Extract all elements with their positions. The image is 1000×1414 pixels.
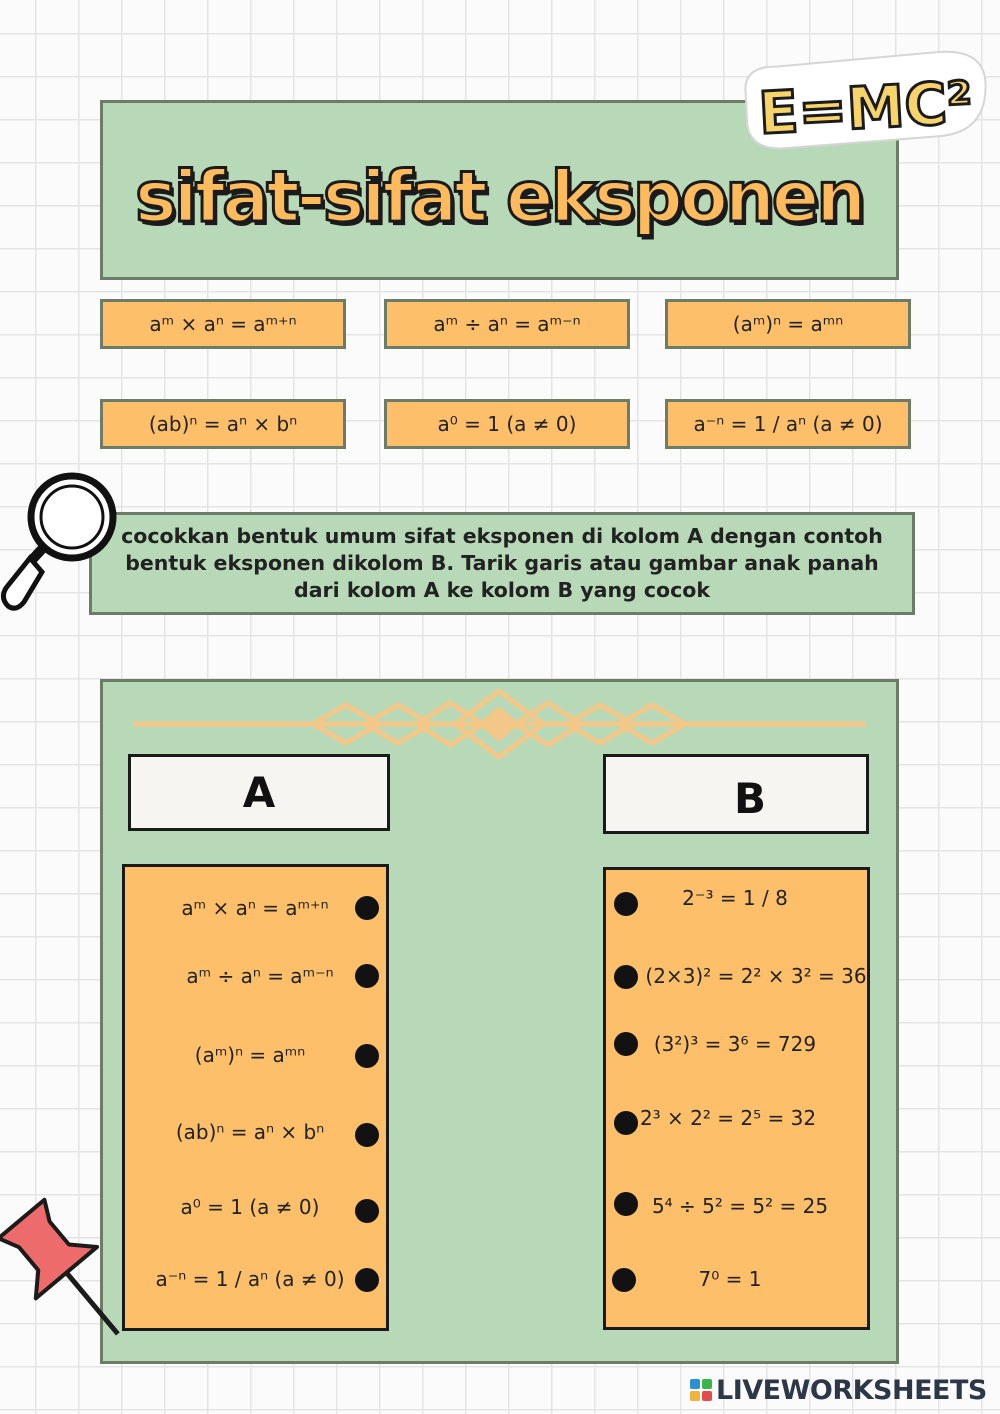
- match-dot-b[interactable]: [612, 1268, 636, 1292]
- match-dot-a[interactable]: [355, 1199, 379, 1223]
- list-item-b: 2³ × 2² = 2⁵ = 32: [639, 1106, 817, 1130]
- column-a-label: A: [242, 768, 276, 817]
- liveworksheets-brand: [690, 1373, 990, 1407]
- match-dot-a[interactable]: [355, 896, 379, 920]
- list-item-b: (2×3)² = 2² × 3² = 36: [645, 964, 867, 988]
- match-dot-b[interactable]: [614, 1192, 638, 1216]
- emc2-text: E=MC²: [756, 68, 975, 148]
- list-item-b: 2⁻³ = 1 / 8: [682, 886, 788, 910]
- ornament-divider-icon: [133, 686, 866, 762]
- push-pin-icon: [0, 1195, 140, 1365]
- rule-card: aᵐ ÷ aⁿ = aᵐ⁻ⁿ: [384, 299, 630, 349]
- column-b-box: [603, 867, 870, 1330]
- rule-card: a⁻ⁿ = 1 / aⁿ (a ≠ 0): [665, 399, 911, 449]
- emc2-sticker-icon: [738, 42, 993, 152]
- list-item-a: aᵐ × aⁿ = aᵐ⁺ⁿ: [181, 896, 329, 920]
- column-b-header: [603, 754, 869, 834]
- magnifier-icon: [0, 470, 130, 620]
- rule-card: (aᵐ)ⁿ = aᵐⁿ: [665, 299, 911, 349]
- page-title: sifat-sifat eksponen: [135, 156, 864, 238]
- instruction-box: [89, 512, 915, 615]
- liveworksheets-logo-icon: [690, 1379, 712, 1401]
- rule-card: (ab)ⁿ = aⁿ × bⁿ: [100, 399, 346, 449]
- list-item-b: 7⁰ = 1: [698, 1267, 762, 1291]
- list-item-a: (ab)ⁿ = aⁿ × bⁿ: [175, 1120, 325, 1144]
- column-a-box: [122, 864, 389, 1331]
- match-dot-b[interactable]: [614, 1111, 638, 1135]
- match-dot-a[interactable]: [355, 1044, 379, 1068]
- list-item-b: (3²)³ = 3⁶ = 729: [653, 1032, 817, 1056]
- match-dot-b[interactable]: [614, 965, 638, 989]
- list-item-a: a⁰ = 1 (a ≠ 0): [180, 1195, 320, 1219]
- match-dot-a[interactable]: [355, 1268, 379, 1292]
- brand-text: LIVEWORKSHEETS: [716, 1374, 987, 1406]
- match-dot-a[interactable]: [355, 1123, 379, 1147]
- list-item-a: a⁻ⁿ = 1 / aⁿ (a ≠ 0): [155, 1267, 345, 1291]
- list-item-a: (aᵐ)ⁿ = aᵐⁿ: [194, 1043, 306, 1067]
- match-dot-a[interactable]: [355, 964, 379, 988]
- match-dot-b[interactable]: [614, 1032, 638, 1056]
- rule-card: a⁰ = 1 (a ≠ 0): [384, 399, 630, 449]
- list-item-b: 5⁴ ÷ 5² = 5² = 25: [651, 1194, 829, 1218]
- match-dot-b[interactable]: [614, 892, 638, 916]
- list-item-a: aᵐ ÷ aⁿ = aᵐ⁻ⁿ: [186, 964, 334, 988]
- rule-card: aᵐ × aⁿ = aᵐ⁺ⁿ: [100, 299, 346, 349]
- instruction-text: cocokkan bentuk umum sifat eksponen di kolom A dengan contoh bentuk eksponen dikolom B. Tarik garis atau gambar anak panah dari kolom A ke kolom B yang cocok: [121, 524, 883, 602]
- column-a-header: [128, 754, 390, 831]
- column-b-label: B: [733, 773, 766, 823]
